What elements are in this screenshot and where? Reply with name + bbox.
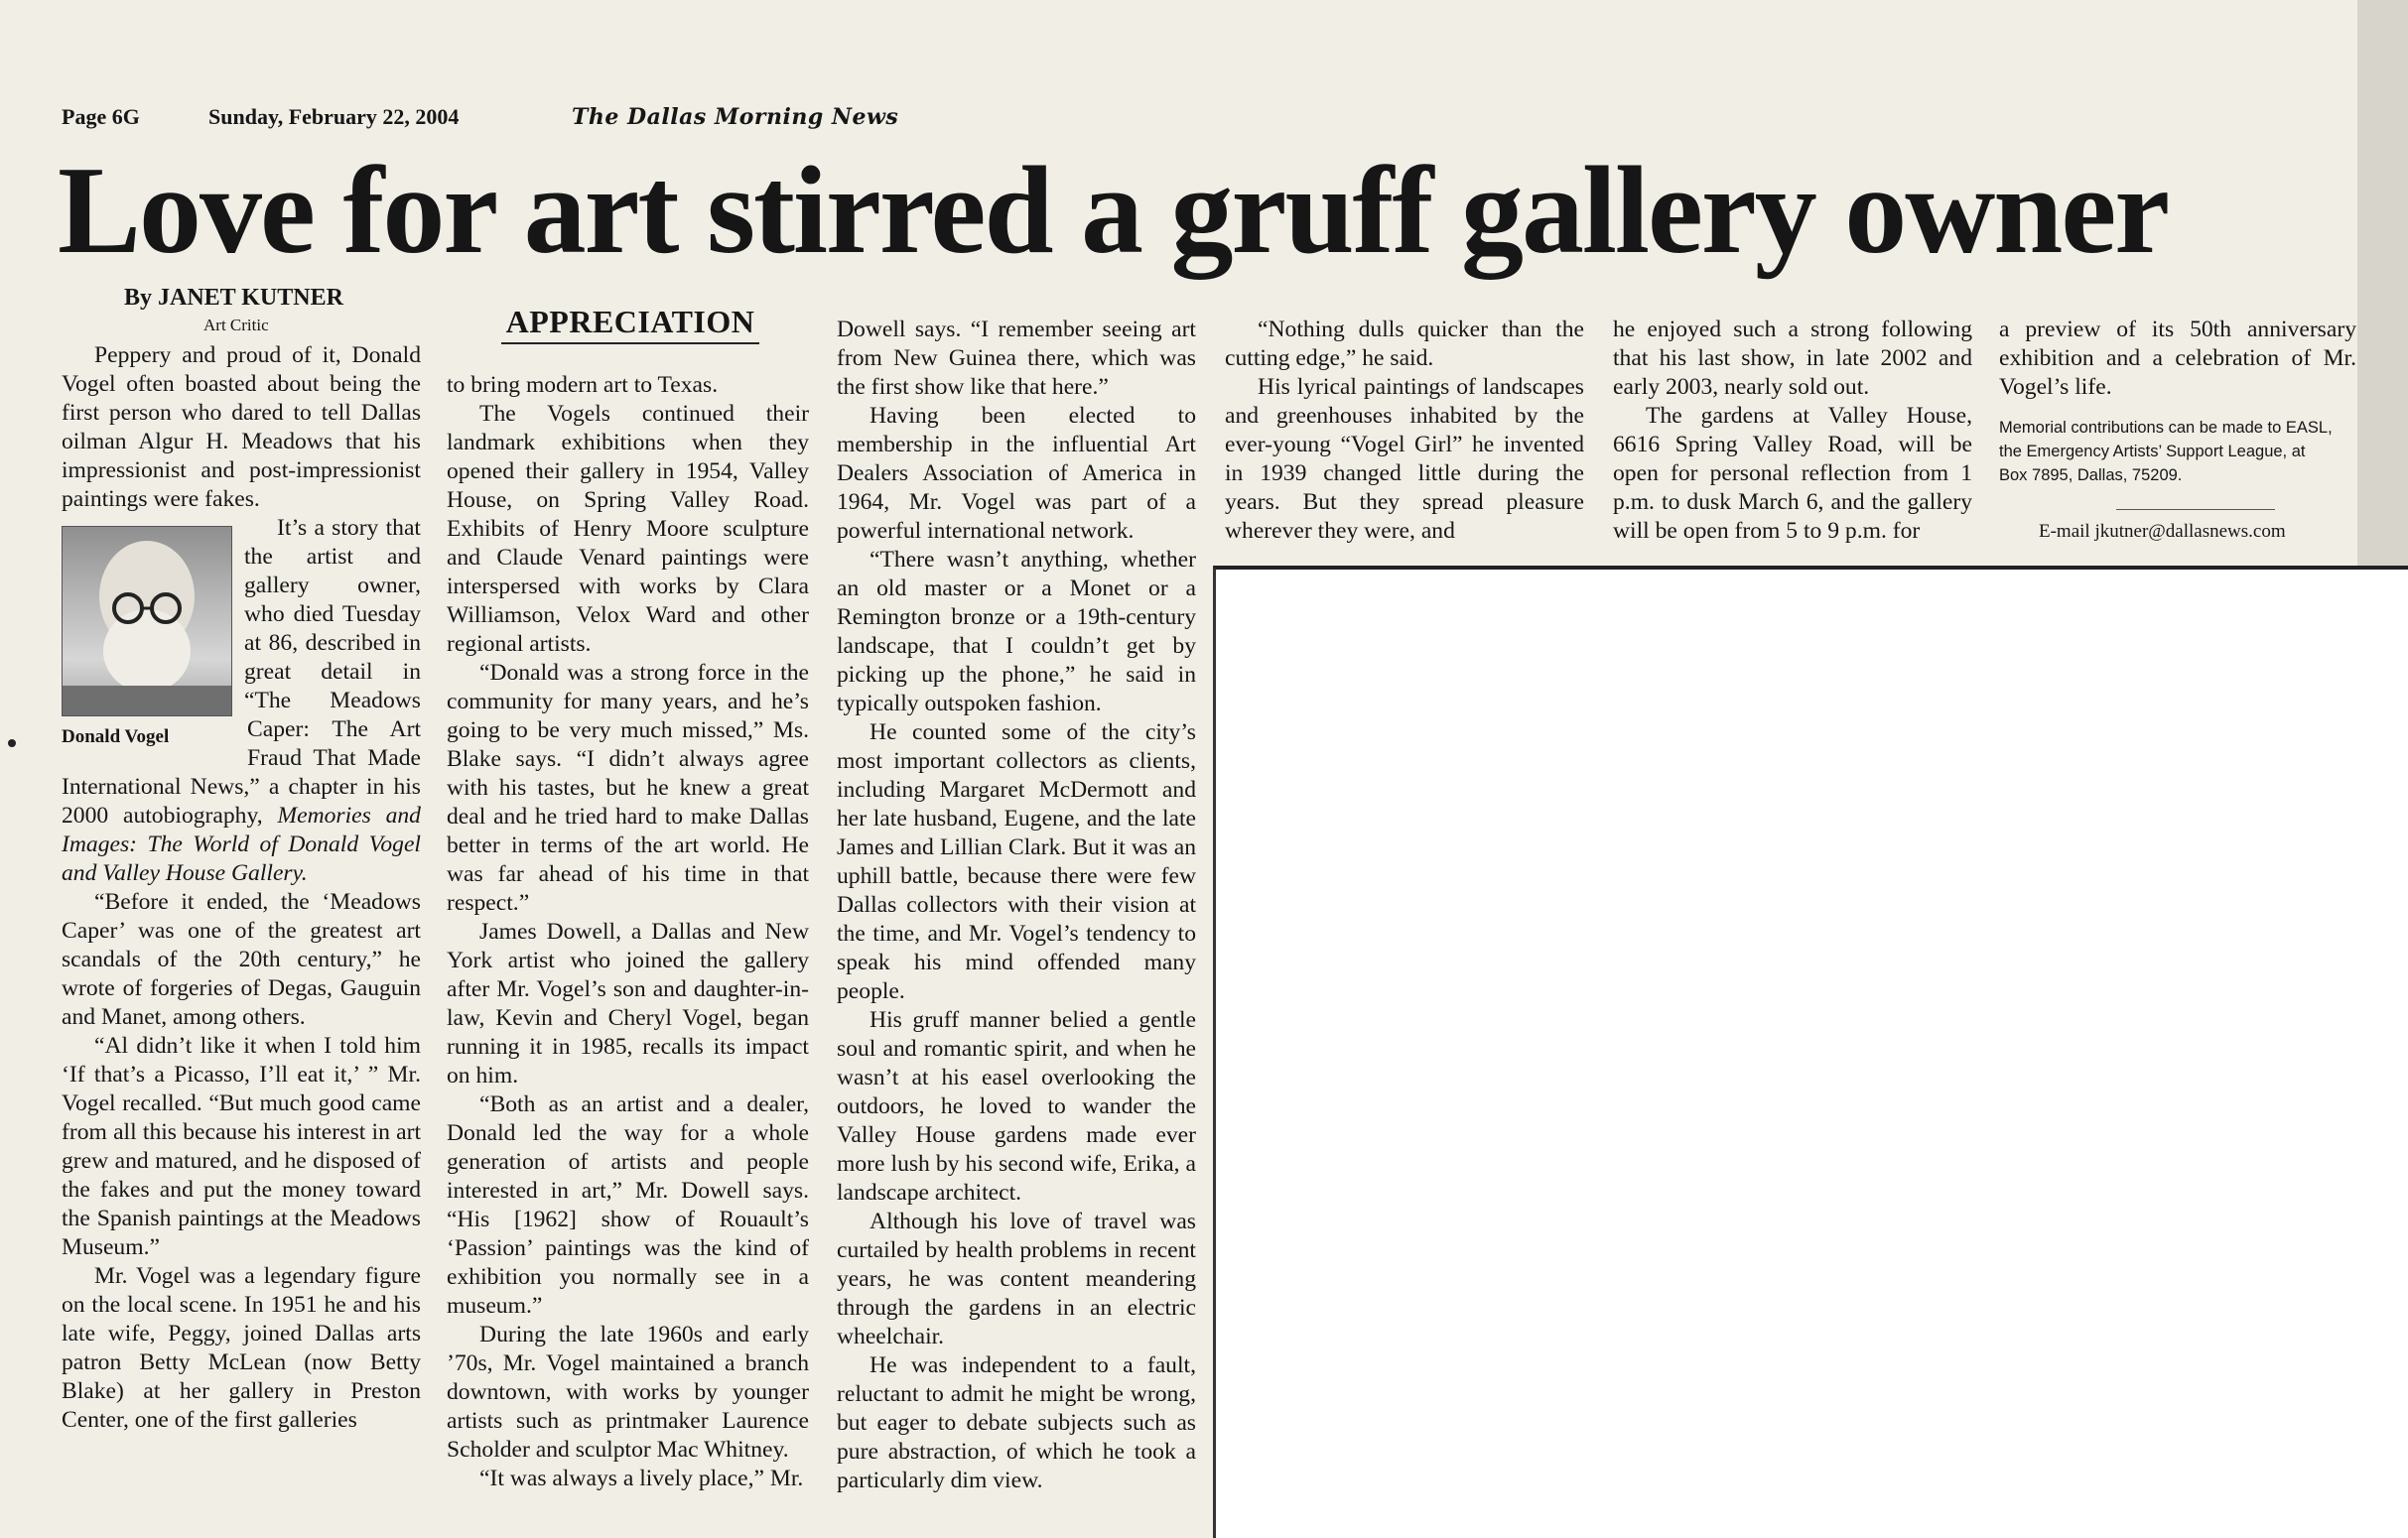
page-number: Page 6G [62,104,140,129]
article-column-6 [1999,316,2356,402]
byline-author: By JANET KUTNER [124,285,343,311]
paragraph: Mr. Vogel was a legendary figure on the local scene. In 1951 he and his late wife, Peggy, joined Dallas arts patron Betty McLean (now Betty Blake) at her gallery in Preston Center, one of the first galleries [62,1263,421,1433]
paragraph: “Donald was a strong force in the community for many years, and he’s going to be very much missed,” Ms. Blake says. “I didn’t always agree with his tastes, but he knew a great deal and he tried hard to make Dallas better in terms of the art world. He was far ahead of his time in that respect.” [447,660,809,916]
paragraph: a preview of its 50th anniversary exhibition and a celebration of Mr. Vogel’s life. [1999,317,2356,400]
book-title: Memories and Images: The World of Donald Vogel and Valley House Gallery. [62,803,421,886]
paragraph: to bring modern art to Texas. [447,372,719,398]
article-column-5 [1613,316,1972,546]
paragraph: Although his love of travel was curtailed by health problems in recent years, he was content meandering through the gardens in an electric wheelchair. [837,1209,1196,1349]
paragraph: Having been elected to membership in the influential Art Dealers Association of America in 1964, Mr. Vogel was part of a powerful international network. [837,403,1196,544]
paragraph: He counted some of the city’s most important collectors as clients, including Margaret McDermott and her late husband, Eugene, and the late James and Lillian Clark. But it was an uphill battle, because there were few Dallas collectors with their vision at the time, and Mr. Vogel’s tendency to speak his mind offended many people. [837,719,1196,1004]
publication-date: Sunday, February 22, 2004 [208,104,460,129]
article-column-4 [1225,316,1584,546]
paragraph: “It was always a lively place,” Mr. [479,1466,804,1491]
paragraph: His gruff manner belied a gentle soul and romantic spirit, and when he wasn’t at his easel overlooking the outdoors, he loved to wander the Valley House gardens made ever more lush by his second wife, Erika, a landscape architect. [837,1007,1196,1206]
headline: Love for art stirred a gruff gallery owner [58,142,2169,280]
masthead: The Dallas Morning News [572,104,899,130]
memorial-contributions-note: Memorial contributions can be made to EASL, the Emergency Artists’ Support League, at Box 7895, Dallas, 75209. [1999,419,2333,484]
paragraph: It’s a story that the artist and gallery owner, who died Tuesday at 86, described in great detail in “The Meadows Caper: The Art Fraud That Made International News,” a chapter in his 2000 autobiography, Memories and Images: The World of Donald Vogel and Valley House Gallery. [62,515,421,886]
blank-area [1213,566,2408,1538]
paragraph: “Al didn’t like it when I told him ‘If that’s a Picasso, I’ll eat it,’ ” Mr. Vogel recalled. “But much good came from all this because his interest in art grew and matured, and he disposed of the fakes and put the money toward the Spanish paintings at the Meadows Museum.” [62,1033,421,1260]
paragraph: “There wasn’t anything, whether an old master or a Monet or a Remington bronze or a 19th-century landscape, that I couldn’t get by picking up the phone,” he said in typically outspoken fashion. [837,547,1196,716]
paragraph: James Dowell, a Dallas and New York artist who joined the gallery after Mr. Vogel’s son and daughter-in-law, Kevin and Cheryl Vogel, began running it in 1985, recalls its impact on him. [447,919,809,1089]
photo-caption: Donald Vogel [62,726,170,747]
paragraph: “Both as an artist and a dealer, Donald led the way for a whole generation of artists and people interested in art,” Mr. Dowell says. “His [1962] show of Rouault’s ‘Passion’ paintings was the kind of exhibition you normally see in a museum.” [447,1091,809,1319]
divider [2116,509,2275,510]
paragraph: The Vogels continued their landmark exhibitions when they opened their gallery in 1954, Valley House, on Spring Valley Road. Exhibits of Henry Moore sculpture and Claude Venard paintings were interspersed with works by Clara Williamson, Velox Ward and other regional artists. [447,401,809,657]
article-column-1 [62,341,421,1435]
byline-title: Art Critic [203,316,269,334]
paragraph: “Nothing dulls quicker than the cutting edge,” he said. [1225,317,1584,371]
paragraph: he enjoyed such a strong following that his last show, in late 2002 and early 2003, nearly sold out. [1613,317,1972,400]
paragraph: Peppery and proud of it, Donald Vogel often boasted about being the first person who dared to tell Dallas oilman Algur H. Meadows that his impressionist and post-impressionist paintings were fakes. [62,342,421,512]
paragraph: “Before it ended, the ‘Meadows Caper’ was one of the greatest art scandals of the 20th century,” he wrote of forgeries of Degas, Gauguin and Manet, among others. [62,889,421,1030]
article-column-3 [837,316,1196,1495]
article-column-2 [447,371,809,1493]
paragraph: Dowell says. “I remember seeing art from New Guinea there, which was the first show like that here.” [837,317,1196,400]
author-email: E-mail jkutner@dallasnews.com [2039,521,2286,542]
section-kicker: APPRECIATION [501,304,759,344]
paragraph: He was independent to a fault, reluctant to admit he might be wrong, but eager to debate subjects such as pure abstraction, of which he took a particularly dim view. [837,1352,1196,1493]
paragraph: His lyrical paintings of landscapes and greenhouses inhabited by the ever-young “Vogel Girl” he invented in 1939 changed little during the years. But they spread pleasure wherever they were, and [1225,374,1584,544]
portrait-image [63,527,231,715]
portrait-photo [62,526,232,716]
paragraph: The gardens at Valley House, 6616 Spring Valley Road, will be open for personal reflection from 1 p.m. to dusk March 6, and the gallery will be open from 5 to 9 p.m. for [1613,403,1972,544]
scan-speck [8,739,16,747]
scan-edge [2357,0,2408,576]
paragraph: During the late 1960s and early ’70s, Mr. Vogel maintained a branch downtown, with works by younger artists such as printmaker Laurence Scholder and sculptor Mac Whitney. [447,1322,809,1463]
